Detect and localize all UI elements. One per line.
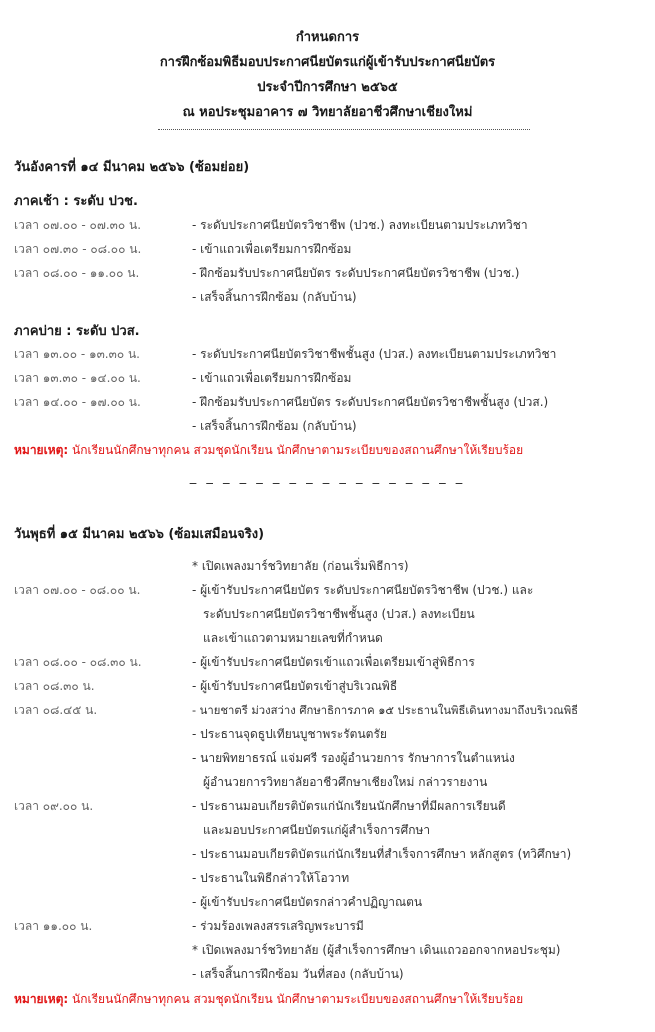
- schedule-time: เวลา ๑๓.๓๐ - ๑๔.๐๐ น.: [14, 371, 141, 385]
- schedule-desc: - ประธานจุดธูปเทียนบูชาพระรัตนตรัย: [192, 727, 387, 741]
- schedule-desc: - ประธานมอบเกียรติบัตรแก่นักเรียนนักศึกษาที่มีผลการเรียนดี: [192, 799, 506, 813]
- afternoon-title: ภาคบ่าย : ระดับ ปวส.: [14, 324, 140, 339]
- schedule-desc: - ระดับประกาศนียบัตรวิชาชีพ (ปวช.) ลงทะเบียนตามประเภทวิชา: [192, 218, 528, 232]
- morning-title: ภาคเช้า : ระดับ ปวช.: [14, 194, 138, 209]
- dotted-divider: [158, 129, 530, 130]
- schedule-time: เวลา ๐๘.๐๐ - ๑๑.๐๐ น.: [14, 266, 140, 280]
- note-label: หมายเหตุ:: [14, 443, 69, 457]
- note-label: หมายเหตุ:: [14, 992, 69, 1006]
- schedule-desc: - เสร็จสิ้นการฝึกซ้อม วันที่สอง (กลับบ้าน): [192, 967, 404, 981]
- schedule-desc: - ฝึกซ้อมรับประกาศนียบัตร ระดับประกาศนียบัตรวิชาชีพชั้นสูง (ปวส.): [192, 395, 549, 409]
- schedule-time: เวลา ๑๑.๐๐ น.: [14, 919, 93, 933]
- schedule-time: เวลา ๐๗.๐๐ - ๐๘.๐๐ น.: [14, 583, 141, 597]
- day1-title: วันอังคารที่ ๑๔ มีนาคม ๒๕๖๖ (ซ้อมย่อย): [14, 160, 250, 175]
- schedule-desc: - ผู้เข้ารับประกาศนียบัตรกล่าวคำปฏิญาณตน: [192, 895, 423, 909]
- schedule-desc: - เสร็จสิ้นการฝึกซ้อม (กลับบ้าน): [192, 419, 357, 433]
- schedule-desc: ระดับประกาศนียบัตรวิชาชีพชั้นสูง (ปวส.) ลงทะเบียน: [203, 607, 475, 621]
- day2-note: [14, 990, 523, 1009]
- schedule-time: เวลา ๐๙.๐๐ น.: [14, 799, 94, 813]
- day2-title: วันพุธที่ ๑๕ มีนาคม ๒๕๖๖ (ซ้อมเสมือนจริง): [14, 527, 265, 542]
- schedule-desc: - ระดับประกาศนียบัตรวิชาชีพชั้นสูง (ปวส.) ลงทะเบียนตามประเภทวิชา: [192, 347, 557, 361]
- schedule-desc: - ร่วมร้องเพลงสรรเสริญพระบารมี: [192, 919, 364, 933]
- schedule-desc: - นายพิทยาธรณ์ แจ่มศรี รองผู้อำนวยการ รักษาการในตำแหน่ง: [192, 751, 515, 765]
- schedule-desc: - ผู้เข้ารับประกาศนียบัตรเข้าแถวเพื่อเตรียมเข้าสู่พิธีการ: [192, 655, 475, 669]
- day1-note: [14, 441, 523, 460]
- schedule-desc: ผู้อำนวยการวิทยาลัยอาชีวศึกษาเชียงใหม่ กล่าวรายงาน: [203, 775, 488, 789]
- schedule-desc: - เสร็จสิ้นการฝึกซ้อม (กลับบ้าน): [192, 290, 357, 304]
- schedule-desc: - ประธานมอบเกียรติบัตรแก่นักเรียนที่สำเร็จการศึกษา หลักสูตร (ทวิศึกษา): [192, 847, 572, 861]
- schedule-desc: * เปิดเพลงมาร์ชวิทยาลัย (ผู้สำเร็จการศึกษา เดินแถวออกจากหอประชุม): [192, 943, 561, 957]
- schedule-desc: และเข้าแถวตามหมายเลขที่กำหนด: [203, 631, 383, 645]
- schedule-desc: - ประธานในพิธีกล่าวให้โอวาท: [192, 871, 350, 885]
- schedule-desc: และมอบประกาศนียบัตรแก่ผู้สำเร็จการศึกษา: [203, 823, 431, 837]
- schedule-time: เวลา ๐๘.๐๐ - ๐๘.๓๐ น.: [14, 655, 142, 669]
- doc-subtitle: การฝึกซ้อมพิธีมอบประกาศนียบัตรแก่ผู้เข้ารับประกาศนียบัตร: [159, 55, 496, 70]
- doc-title: กำหนดการ: [295, 30, 360, 45]
- academic-year: ประจำปีการศึกษา ๒๕๖๕: [257, 80, 398, 95]
- schedule-desc: - ผู้เข้ารับประกาศนียบัตร ระดับประกาศนียบัตรวิชาชีพ (ปวช.) และ: [192, 583, 534, 597]
- schedule-time: เวลา ๑๓.๐๐ - ๑๓.๓๐ น.: [14, 347, 140, 361]
- dashed-separator: _ _ _ _ _ _ _ _ _ _ _ _ _ _ _ _ _: [189, 470, 466, 485]
- schedule-time: เวลา ๐๘.๔๕ น.: [14, 703, 98, 717]
- schedule-time: เวลา ๐๗.๐๐ - ๐๗.๓๐ น.: [14, 218, 142, 232]
- schedule-desc: - เข้าแถวเพื่อเตรียมการฝึกซ้อม: [192, 242, 352, 256]
- venue: ณ หอประชุมอาคาร ๗ วิทยาลัยอาชีวศึกษาเชียงใหม่: [182, 105, 473, 120]
- schedule-desc: - ฝึกซ้อมรับประกาศนียบัตร ระดับประกาศนียบัตรวิชาชีพ (ปวช.): [192, 266, 520, 280]
- schedule-time: เวลา ๑๔.๐๐ - ๑๗.๐๐ น.: [14, 395, 141, 409]
- schedule-desc: - เข้าแถวเพื่อเตรียมการฝึกซ้อม: [192, 371, 352, 385]
- schedule-time: เวลา ๐๘.๓๐ น.: [14, 679, 95, 693]
- schedule-desc: - ผู้เข้ารับประกาศนียบัตรเข้าสู่บริเวณพิธี: [192, 679, 398, 693]
- schedule-time: เวลา ๐๗.๓๐ - ๐๘.๐๐ น.: [14, 242, 142, 256]
- note-text: นักเรียนนักศึกษาทุกคน สวมชุดนักเรียน นักศึกษาตามระเบียบของสถานศึกษาให้เรียบร้อย: [68, 443, 524, 457]
- note-text: นักเรียนนักศึกษาทุกคน สวมชุดนักเรียน นักศึกษาตามระเบียบของสถานศึกษาให้เรียบร้อย: [68, 992, 524, 1006]
- schedule-desc: * เปิดเพลงมาร์ชวิทยาลัย (ก่อนเริ่มพิธีการ): [192, 559, 409, 573]
- schedule-desc: - นายชาตรี ม่วงสว่าง ศึกษาธิการภาค ๑๕ ประธานในพิธีเดินทางมาถึงบริเวณพิธี: [192, 704, 579, 717]
